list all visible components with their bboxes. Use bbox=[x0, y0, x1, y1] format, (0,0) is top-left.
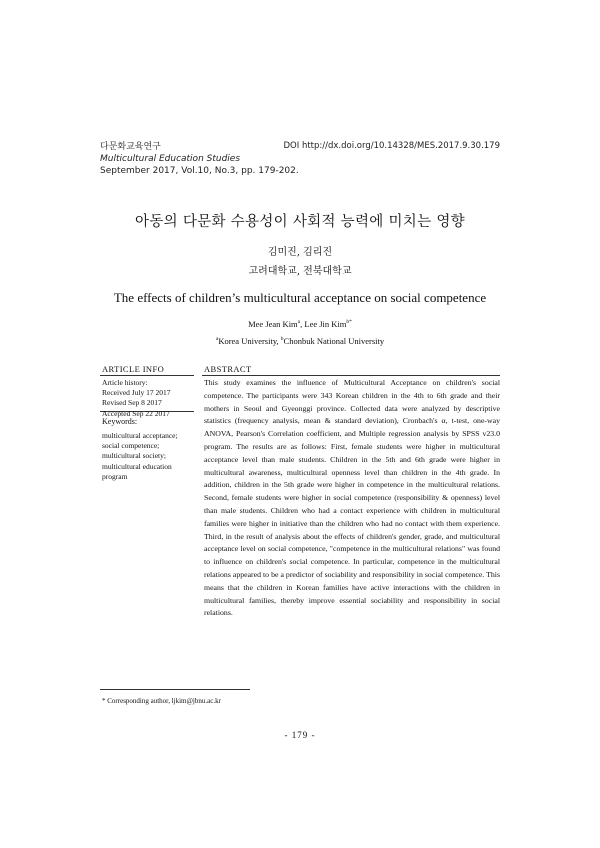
affiliation-b-mark: b bbox=[280, 336, 284, 343]
author-2-affiliation-mark: b* bbox=[346, 319, 352, 326]
corresponding-author-footnote: * Corresponding author, ljkim@jbnu.ac.kr bbox=[102, 697, 221, 705]
footnote-rule bbox=[100, 689, 250, 690]
author-separator: , bbox=[300, 319, 305, 329]
authors-english bbox=[0, 319, 600, 329]
article-history bbox=[102, 378, 171, 419]
authors-korean: 김미진, 김리진 bbox=[267, 247, 333, 258]
affiliation-a-mark: a bbox=[215, 336, 219, 343]
history-label: Article history: bbox=[102, 378, 148, 387]
abstract-heading: ABSTRACT bbox=[204, 364, 252, 374]
article-info-rule bbox=[100, 375, 194, 376]
author-1-affiliation-mark: a bbox=[297, 319, 301, 326]
title-korean: 아동의 다문화 수용성이 사회적 능력에 미치는 영향 bbox=[135, 214, 465, 230]
keyword-item: program bbox=[102, 471, 128, 481]
keyword-item: multicultural society; bbox=[102, 451, 166, 461]
journal-name-en: Multicultural Education Studies bbox=[100, 154, 241, 164]
keyword-item: multicultural acceptance; bbox=[102, 431, 178, 440]
keyword-item: social competence; bbox=[102, 441, 160, 451]
author-1: Mee Jean Kim bbox=[248, 319, 298, 329]
journal-issue: September 2017, Vol.10, No.3, pp. 179-202. bbox=[100, 166, 299, 176]
affiliations-english bbox=[0, 336, 600, 346]
accepted-date: Accepted Sep 22 2017 bbox=[102, 408, 170, 418]
page-number: - 179 - bbox=[284, 730, 316, 740]
author-2: Lee Jin Kim bbox=[304, 319, 347, 329]
journal-header bbox=[100, 141, 299, 177]
article-info-heading: ARTICLE INFO bbox=[102, 364, 165, 374]
keywords-list bbox=[102, 431, 178, 482]
doi-link[interactable]: DOI http://dx.doi.org/10.14328/MES.2017.9.30.179 bbox=[283, 141, 500, 151]
title-english: The effects of children’s multicultural acceptance on social competence bbox=[113, 290, 487, 305]
revised-date: Revised Sep 8 2017 bbox=[102, 398, 162, 408]
affiliation-a: Korea University, bbox=[218, 336, 281, 346]
affiliations-korean: 고려대학교, 전북대학교 bbox=[248, 266, 352, 277]
keyword-item: multicultural education bbox=[102, 461, 172, 471]
journal-name-ko: 다문화교육연구 bbox=[100, 142, 161, 152]
affiliation-b: Chonbuk National University bbox=[283, 336, 385, 346]
received-date: Received July 17 2017 bbox=[102, 388, 171, 398]
abstract-body: This study examines the influence of Multicultural Acceptance on children's social competence. The participants were 343 Korean children in the 4th to 6th grade and their mothers in Seoul and Gyeonggi province. Collected data were analyzed by descriptive statistics (frequency analysis, mean & standard deviation), Cronbach's α, t-test, one-way ANOVA, Pearson's Correlation coefficient, and Multiple regression analysis by SPSS v23.0 program. The results are as follows: First, female students were higher in multicultural acceptance level than male students. Children in the 5th and 6th grade were higher in multicultural awareness, multicultural openness level than children in the 4th grade. In addition, children in the 5th grade were higher in competence in the multicultural relations. Second, female students were higher in social competence (responsibility & openness) level than male students. Children who had a contact experience with children in multicultural families were higher in initiative than the children who had no contact with them experience. Third, in the result of analysis about the effects of children's gender, grade, and multicultural acceptance level on social competence, "competence in the multicultural relations" was found to influence on children's social competence. In particular, competence in the multicultural relations appeared to be a predictor of sociability and responsibility in social competence. This means that the children in Korean families have active interactions with the children in multicultural families, thereby improve essential sociability and responsibility in social relations. bbox=[204, 378, 500, 618]
abstract-rule bbox=[202, 375, 500, 376]
keywords-label: Keywords: bbox=[102, 417, 138, 426]
